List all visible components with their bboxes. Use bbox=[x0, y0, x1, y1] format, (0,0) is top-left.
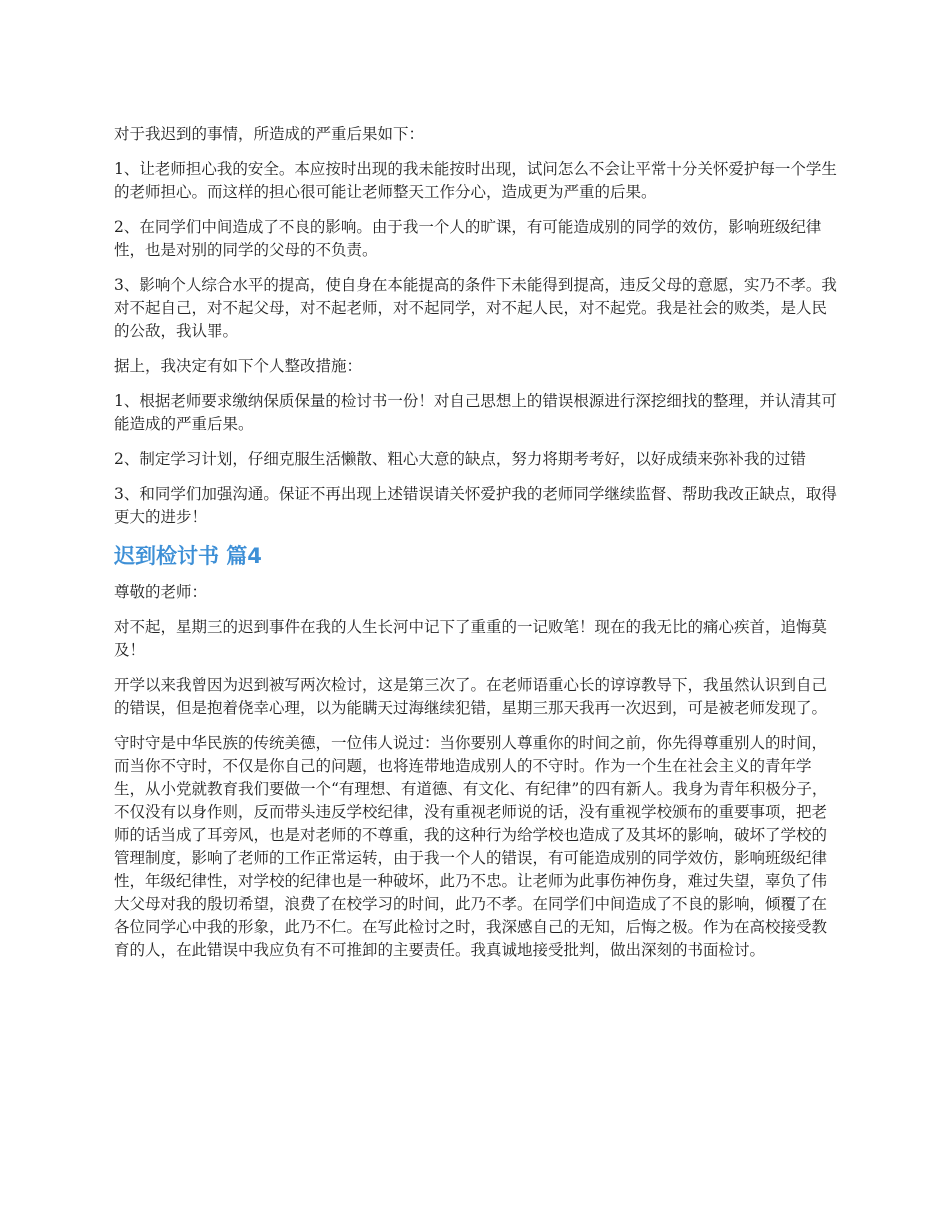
measures-intro: 据上，我决定有如下个人整改措施： bbox=[114, 357, 363, 375]
measure-item-2: 2、制定学习计划，仔细克服生活懒散、粗心大意的缺点，努力将期考考好，以好成绩来弥补我的过错 bbox=[114, 450, 806, 468]
body-paragraph-1: 对不起，星期三的迟到事件在我的人生长河中记下了重重的一记败笔！现在的我无比的痛心疾首，追悔莫及！ bbox=[114, 618, 828, 659]
section-heading: 迟到检讨书 篇4 bbox=[114, 544, 262, 568]
measure-item-1: 1、根据老师要求缴纳保质保量的检讨书一份！对自己思想上的错误根源进行深挖细找的整理，并认清其可能造成的严重后果。 bbox=[114, 392, 837, 433]
body-paragraph-2: 开学以来我曾因为迟到被写两次检讨，这是第三次了。在老师语重心长的谆谆教导下，我虽然认识到自己的错误，但是抱着侥幸心理，以为能瞒天过海继续犯错，星期三那天我再一次迟到，可是被老师发现了。 bbox=[114, 676, 828, 717]
body-paragraph-3: 守时守是中华民族的传统美德，一位伟人说过：当你要别人尊重你的时间之前，你先得尊重别人的时间，而当你不守时，不仅是你自己的问题，也将连带地造成别人的不守时。作为一个生在社会主义的青年学生，从小党就教育我们要做一个“有理想、有道德、有文化、有纪律”的四有新人。我身为青年积极分子，不仅没有以身作则，反而带头违反学校纪律，没有重视老师说的话，没有重视学校颁布的重要事项，把老师的话当成了耳旁风，也是对老师的不尊重，我的这种行为给学校也造成了及其坏的影响，破坏了学校的管理制度，影响了老师的工作正常运转，由于我一个人的错误，有可能造成别的同学效仿，影响班级纪律性，年级纪律性，对学校的纪律也是一种破坏，此乃不忠。让老师为此事伤神伤身，难过失望，辜负了伟大父母对我的殷切希望，浪费了在校学习的时间，此乃不孝。在同学们中间造成了不良的影响，倾覆了在各位同学心中我的形象，此乃不仁。在写此检讨之时，我深感自己的无知，后悔之极。作为在高校接受教育的人，在此错误中我应负有不可推卸的主要责任。我真诚地接受批判，做出深刻的书面检讨。 bbox=[114, 734, 828, 959]
salutation: 尊敬的老师： bbox=[114, 583, 208, 601]
consequence-item-3: 3、影响个人综合水平的提高，使自身在本能提高的条件下未能得到提高，违反父母的意愿，实乃不孝。我对不起自己，对不起父母，对不起老师，对不起同学，对不起人民，对不起党。我是社会的败类，是人民的公敌，我认罪。 bbox=[114, 276, 837, 340]
consequence-item-1: 1、让老师担心我的安全。本应按时出现的我未能按时出现，试问怎么不会让平常十分关怀爱护每一个学生的老师担心。而这样的担心很可能让老师整天工作分心，造成更为严重的后果。 bbox=[114, 160, 837, 201]
measure-item-3: 3、和同学们加强沟通。保证不再出现上述错误请关怀爱护我的老师同学继续监督、帮助我改正缺点，取得更大的进步！ bbox=[114, 485, 837, 526]
consequence-item-2: 2、在同学们中间造成了不良的影响。由于我一个人的旷课，有可能造成别的同学的效仿，影响班级纪律性，也是对别的同学的父母的不负责。 bbox=[114, 218, 822, 259]
consequences-intro: 对于我迟到的事情，所造成的严重后果如下： bbox=[114, 125, 425, 143]
document-page bbox=[114, 123, 840, 974]
